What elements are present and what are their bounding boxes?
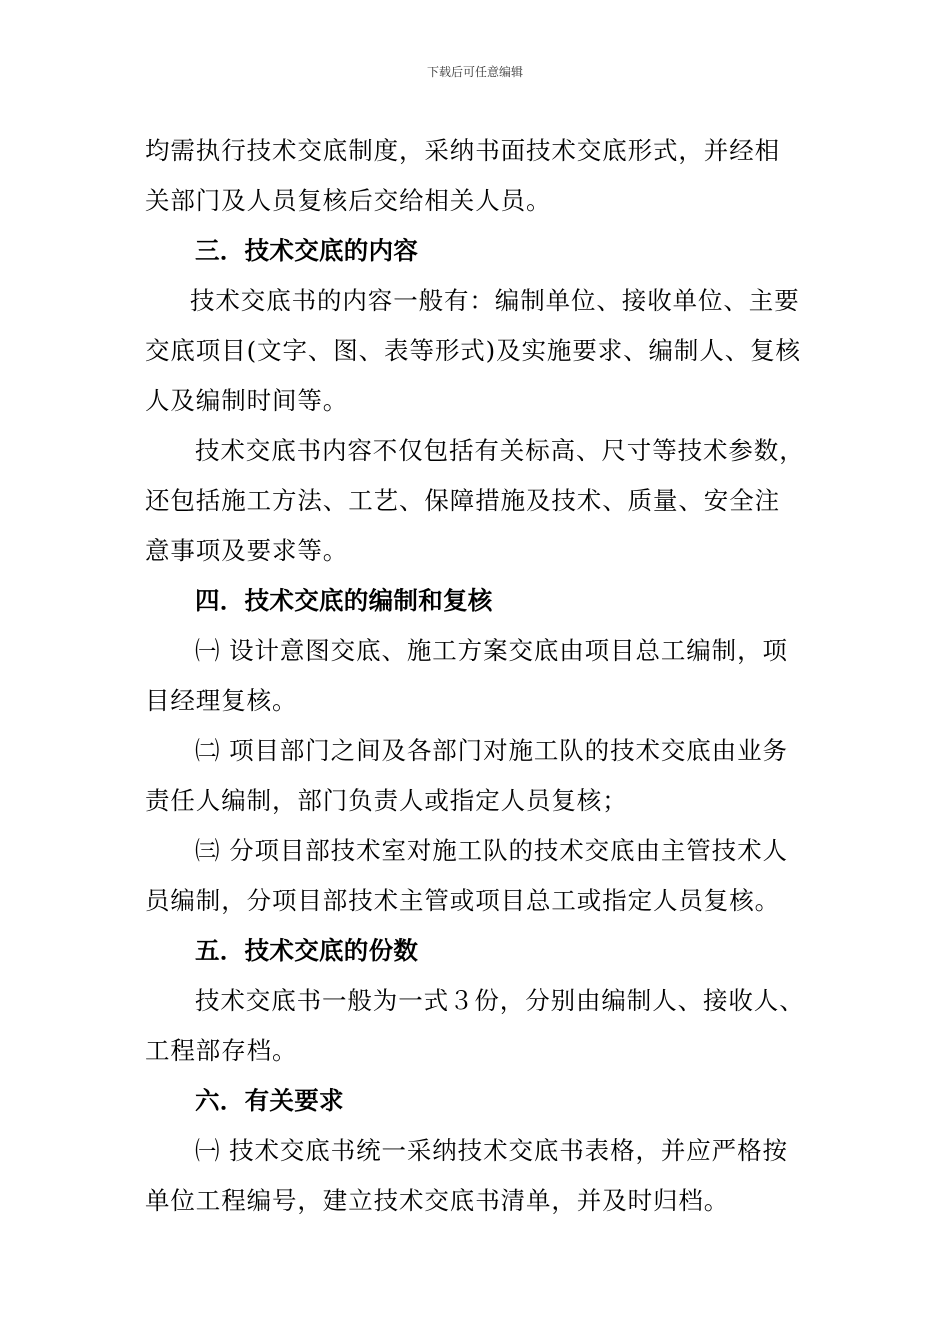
section-heading-6: 六．有关要求: [195, 1086, 344, 1115]
list-item-line: ㈡ 项目部门之间及各部门对施工队的技术交底由业务: [195, 736, 788, 765]
list-item-line: 员编制，分项目部技术主管或项目总工或指定人员复核。: [145, 886, 780, 915]
list-item-line: ㈠ 技术交底书统一采纳技术交底书表格，并应严格按: [195, 1136, 788, 1165]
list-item-line: ㈢ 分项目部技术室对施工队的技术交底由主管技术人: [195, 836, 788, 865]
paragraph-line: 技术交底书的内容一般有：编制单位、接收单位、主要: [190, 286, 800, 315]
paragraph-line: 工程部存档。: [145, 1036, 298, 1065]
list-item-line: 目经理复核。: [145, 686, 298, 715]
list-item-line: 单位工程编号，建立技术交底书清单，并及时归档。: [145, 1186, 730, 1215]
document-body: [145, 126, 810, 1226]
paragraph-line: 还包括施工方法、工艺、保障措施及技术、质量、安全注: [145, 486, 780, 515]
paragraph-line: 人及编制时间等。: [145, 386, 349, 415]
section-heading-3: 三．技术交底的内容: [195, 236, 419, 265]
paragraph-line: 关部门及人员复核后交给相关人员。: [145, 186, 552, 215]
paragraph-line: 技术交底书内容不仅包括有关标高、尺寸等技术参数，: [195, 436, 805, 465]
section-heading-5: 五．技术交底的份数: [195, 936, 419, 965]
paragraph-line: 均需执行技术交底制度，采纳书面技术交底形式，并经相: [145, 136, 780, 165]
paragraph-line: 意事项及要求等。: [145, 536, 349, 565]
paragraph-line: 技术交底书一般为一式３份，分别由编制人、接收人、: [195, 986, 805, 1015]
list-item-line: 责任人编制，部门负责人或指定人员复核；: [145, 786, 628, 815]
section-heading-4: 四．技术交底的编制和复核: [195, 586, 493, 615]
list-item-line: ㈠ 设计意图交底、施工方案交底由项目总工编制，项: [195, 636, 788, 665]
page-header-note: 下载后可任意编辑: [426, 65, 523, 79]
paragraph-line: 交底项目(文字、图、表等形式)及实施要求、编制人、复核: [145, 336, 801, 365]
